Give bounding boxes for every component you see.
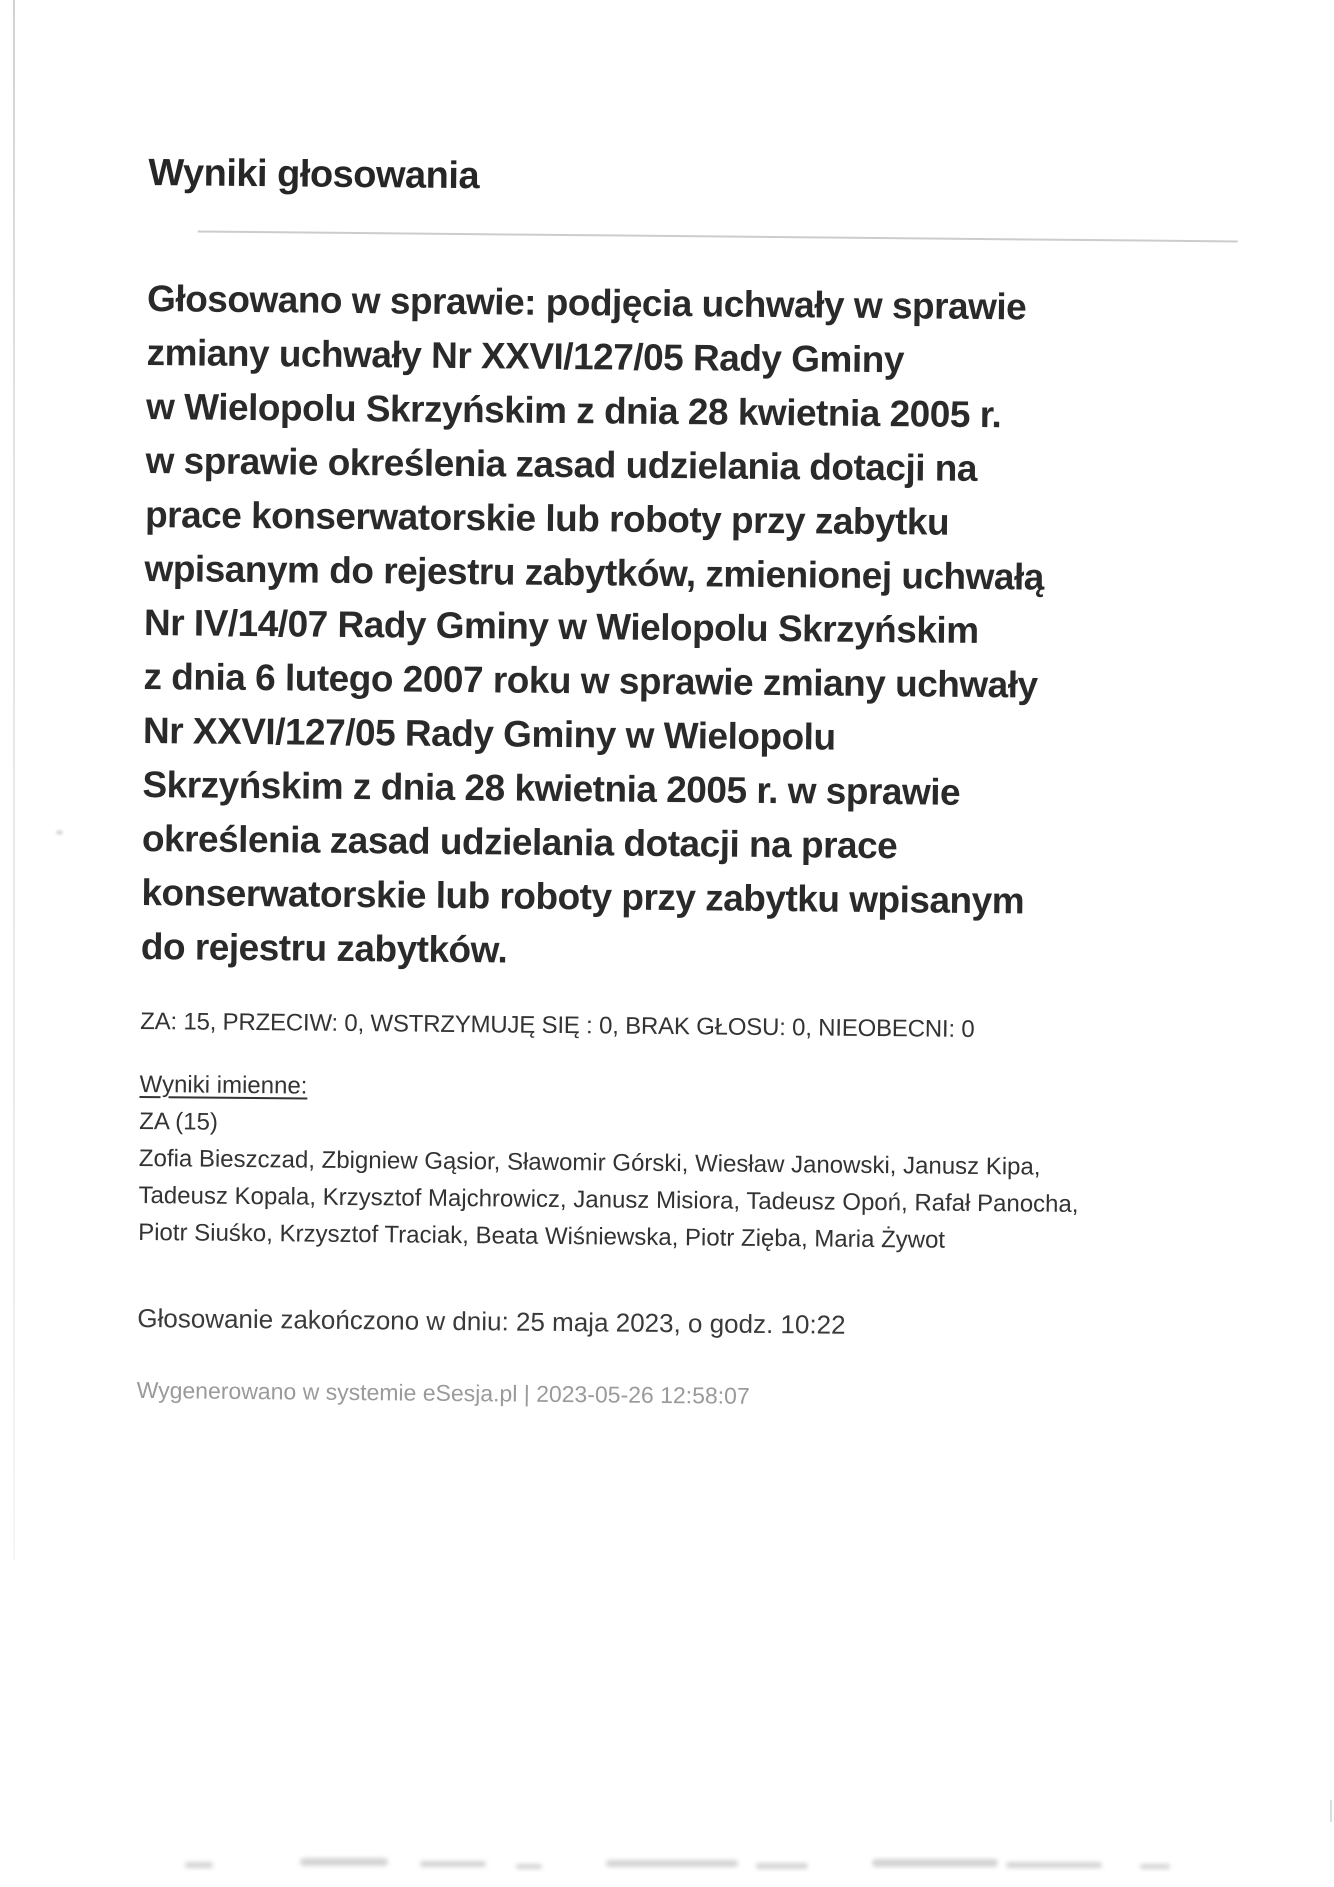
named-results-section	[138, 1066, 1280, 1262]
bottom-scan-smudge	[1140, 1864, 1170, 1869]
scanned-document-page	[137, 0, 1290, 1416]
bottom-scan-smudge	[300, 1858, 388, 1866]
bottom-scan-smudge	[516, 1864, 542, 1869]
scan-speck	[56, 830, 63, 835]
za-group-label: ZA (15)	[139, 1107, 219, 1136]
scanner-edge-artifact-right	[1330, 1800, 1332, 1822]
named-results-heading: Wyniki imienne:	[139, 1070, 308, 1100]
bottom-scan-smudge	[420, 1861, 486, 1867]
scanner-edge-artifact-left	[13, 0, 15, 1560]
title-divider	[198, 230, 1238, 242]
vote-subject-paragraph: Głosowano w sprawie: podjęcia uchwały w sprawie zmiany uchwały Nr XXVI/127/05 Rady Gminy w Wielopolu Skrzyńskim z dnia 28 kwietnia 2005 r. w sprawie określenia zasad udzielania dotacji na prace konserwatorskie lub roboty przy zabytku wpisanym do rejestru zabytków, zmienionej uchwałą Nr IV/14/07 Rady Gminy w Wielopolu Skrzyńskim z dnia 6 lutego 2007 roku w sprawie zmiany uchwały Nr XXVI/127/05 Rady Gminy w Wielopolu Skrzyńskim z dnia 28 kwietnia 2005 r. w sprawie określenia zasad udzielania dotacji na prace konserwatorskie lub roboty przy zabytku wpisanym do rejestru zabytków.	[140, 277, 1045, 971]
bottom-scan-smudge	[606, 1860, 738, 1867]
za-voter-names: Zofia Bieszczad, Zbigniew Gąsior, Sławomir Górski, Wiesław Janowski, Janusz Kipa, Tadeusz Kopala, Krzysztof Majchrowicz, Janusz Misiora, Tadeusz Opoń, Rafał Panocha, Piotr Siuśko, Krzysztof Traciak, Beata Wiśniewska, Piotr Zięba, Maria Żywot	[138, 1144, 1079, 1254]
bottom-scan-smudge	[756, 1863, 808, 1869]
bottom-scan-smudge	[185, 1862, 213, 1868]
generated-footer-line: Wygenerowano w systemie eSesja.pl | 2023-05-26 12:58:07	[136, 1376, 750, 1409]
vote-ended-line: Głosowanie zakończono w dniu: 25 maja 2023, o godz. 10:22	[137, 1302, 846, 1340]
bottom-scan-smudge	[872, 1859, 998, 1867]
vote-summary-line: ZA: 15, PRZECIW: 0, WSTRZYMUJĘ SIĘ : 0, BRAK GŁOSU: 0, NIEOBECNI: 0	[140, 1007, 975, 1043]
page-title: Wyniki głosowania	[148, 151, 480, 198]
bottom-scan-smudge	[1006, 1862, 1102, 1868]
